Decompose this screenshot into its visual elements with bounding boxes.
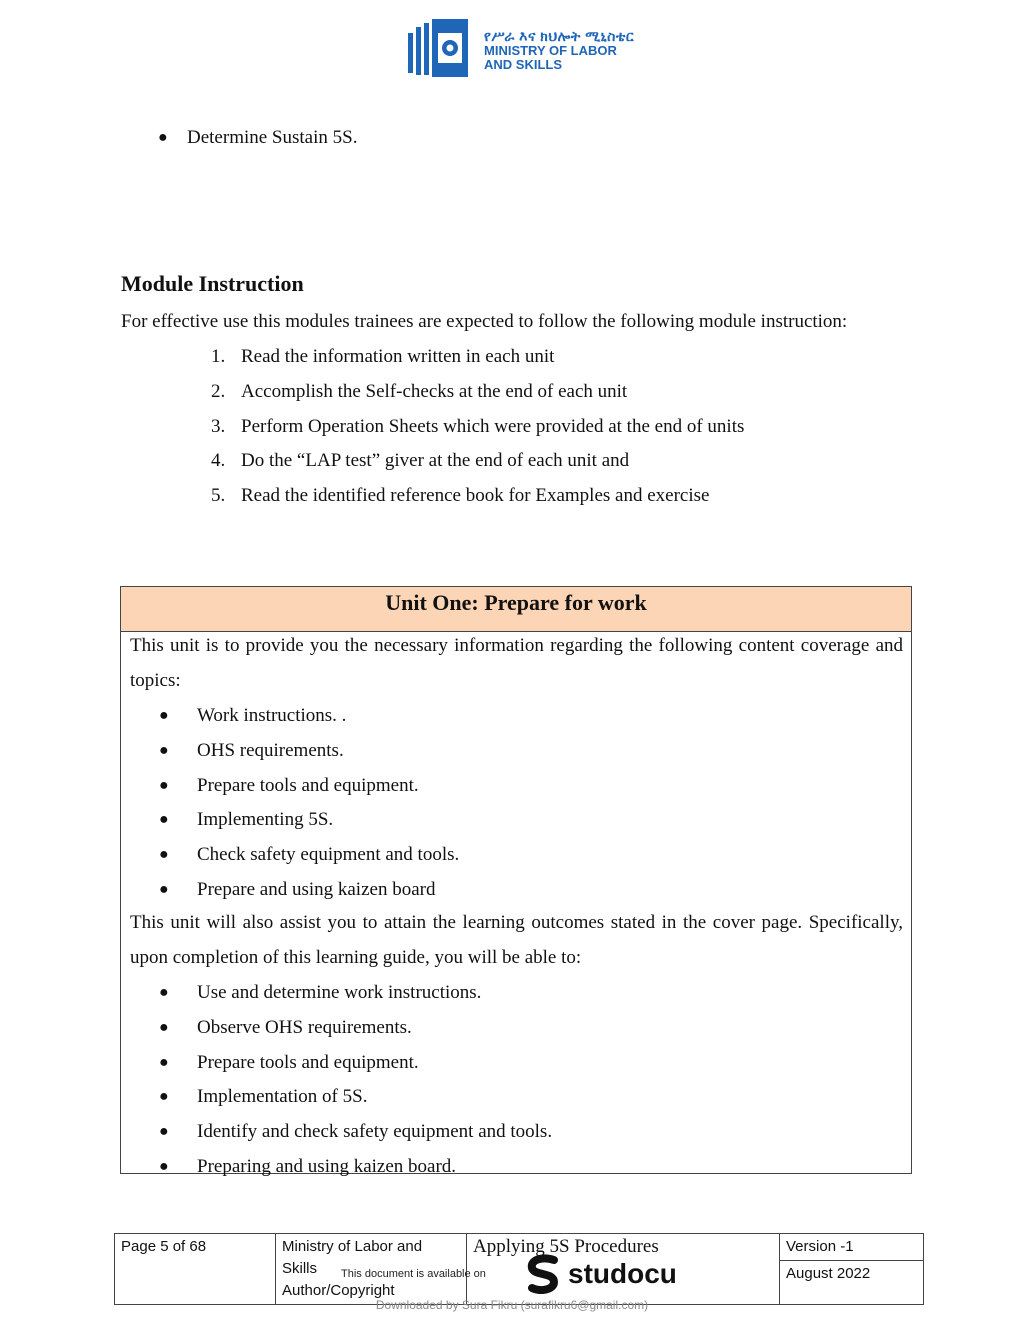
bullet-icon: ● (159, 1018, 169, 1036)
page-footer (114, 1233, 924, 1305)
footer-page-number: Page 5 of 68 (115, 1234, 276, 1305)
ministry-logo (408, 17, 638, 79)
bullet-icon: ● (159, 741, 169, 759)
bullet-icon: ● (159, 811, 169, 829)
bullet-icon: ● (159, 880, 169, 898)
logo-line2: AND SKILLS (484, 57, 562, 72)
logo-line1: MINISTRY OF LABOR (484, 43, 617, 58)
bullet-icon: ● (159, 984, 169, 1001)
ministry-logo-text (484, 29, 634, 72)
bullet-icon: ● (159, 707, 169, 724)
footer-doc-title: Applying 5S Procedures (467, 1234, 780, 1305)
studocu-logo[interactable] (524, 1254, 677, 1294)
unit-intro-paragraph: This unit is to provide you the necessary information regarding the following content coverage and topics: (130, 635, 903, 691)
logo-amharic: የሥራ እና ክህሎት ሚኒስቴር (484, 28, 635, 44)
studocu-brand: studocu (568, 1258, 677, 1289)
bullet-icon: ● (159, 1088, 169, 1106)
bullet-icon: ● (158, 129, 168, 146)
list-item: 2. Accomplish the Self-checks at the end of each unit (211, 380, 628, 402)
unit-one-box: Unit One: Prepare for work This unit is to provide you the necessary information regarding the following content coverage and topics: ● Work instructions. . ● OHS requirements. ● Prepare tools and equipment. ● Implementing 5S. ● Check safety equipment and tools. ● Prepare and using kaizen board This unit will also assist you to attain the learning outcomes stated in the cover page. Specifically, upon completion of this learning guide, you will be able to: ● Use and determine work instructions. ● Observe OHS requirements. ● Prepare tools and equipment. ● Implementation of 5S. ● Identify and check safety equipment and tools. ● Preparing and using kaizen board. (120, 586, 912, 1174)
module-instruction-list (211, 345, 744, 519)
unit-outcomes-paragraph: This unit will also assist you to attain the learning outcomes stated in the cover page. Specifically, upon completion of this learning guide, you will be able to: (130, 912, 903, 968)
ministry-logo-icon (408, 19, 470, 77)
bullet-icon: ● (159, 846, 169, 863)
bullet-icon: ● (159, 1157, 169, 1175)
footer-date: August 2022 (780, 1261, 924, 1305)
bullet-icon: ● (159, 776, 169, 794)
studocu-availability-note: This document is available on (341, 1268, 486, 1280)
list-item: 1. Read the information written in each unit (211, 346, 555, 367)
download-note: Downloaded by Sura Fikru (surafikru6@gmail.com) (375, 1298, 649, 1312)
unit-title: Unit One: Prepare for work (121, 587, 911, 632)
list-item: 3. Perform Operation Sheets which were provided at the end of units (211, 415, 745, 437)
footer-version: Version -1 (780, 1234, 924, 1261)
list-item: 4. Do the “LAP test” giver at the end of each unit and (211, 450, 630, 472)
top-bullet-text: Determine Sustain 5S. (187, 127, 358, 148)
bullet-icon: ● (159, 1123, 169, 1140)
module-instruction-intro: For effective use this modules trainees are expected to follow the following module instruction: (121, 311, 848, 332)
studocu-icon (524, 1254, 562, 1294)
footer-org: Ministry of Labor and Skills Author/Copyright (276, 1234, 467, 1305)
list-item: 5. Read the identified reference book for Examples and exercise (211, 485, 710, 506)
bullet-icon: ● (159, 1053, 169, 1071)
module-instruction-heading: Module Instruction (121, 271, 304, 296)
